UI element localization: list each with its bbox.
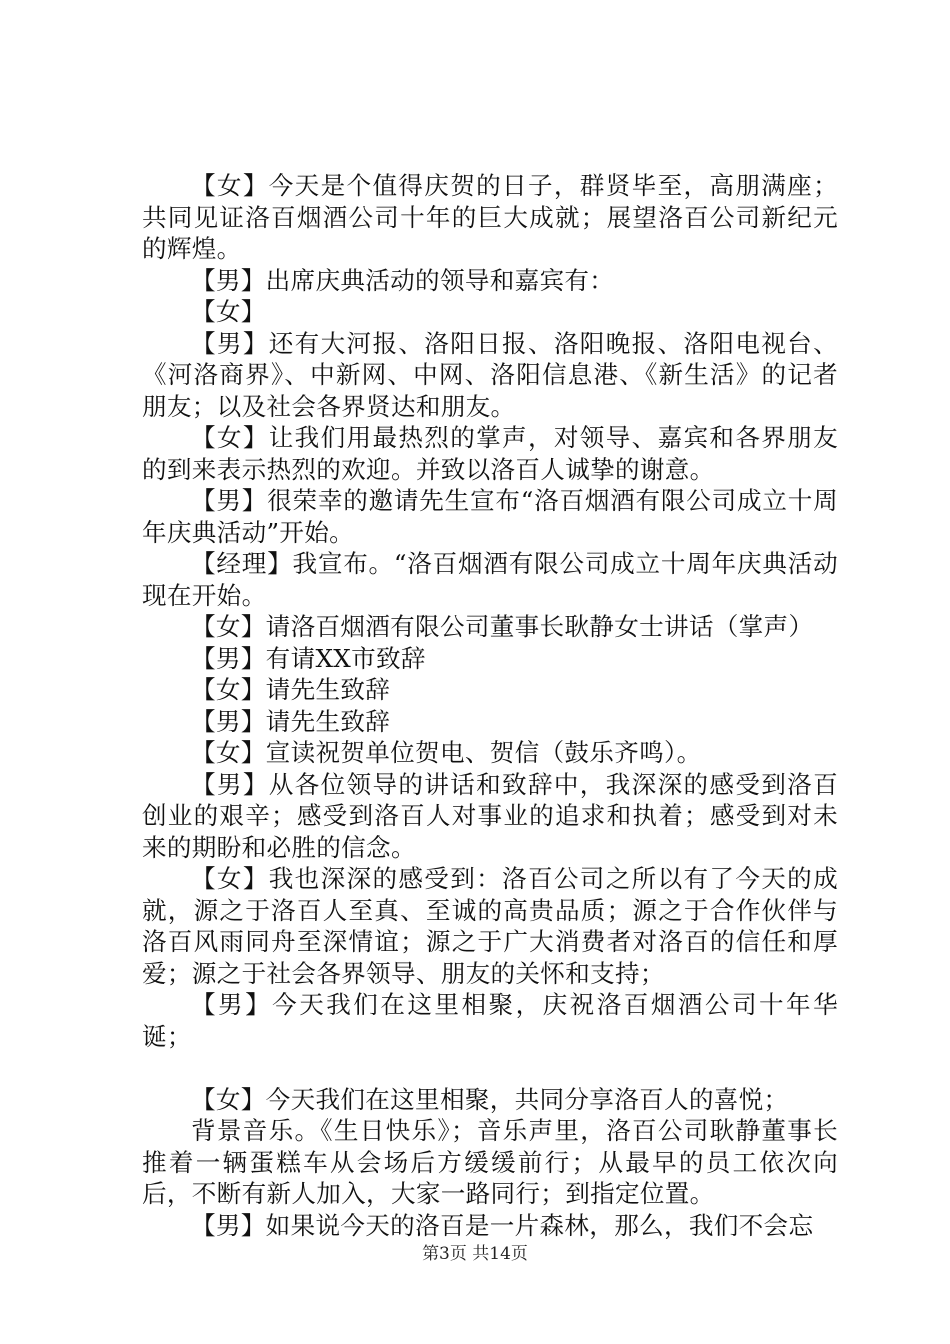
paragraph: 【女】今天我们在这里相聚，共同分享洛百人的喜悦； xyxy=(191,1084,789,1114)
paragraph: 【女】请洛百烟酒有限公司董事长耿静女士讲话（掌声） xyxy=(191,612,814,641)
paragraph: 【女】让我们用最热烈的掌声，对领导、嘉宾和各界朋友的到来表示热烈的欢迎。并致以洛百人诚挚的谢意。 xyxy=(142,423,838,484)
paragraph: 【经理】我宣布。“洛百烟酒有限公司成立十周年庆典活动现在开始。 xyxy=(142,549,838,610)
paragraph: 【男】还有大河报、洛阳日报、洛阳晚报、洛阳电视台、《河洛商界》、中新网、中网、洛阳信息港、《新生活》的记者朋友；以及社会各界贤达和朋友。 xyxy=(142,328,838,421)
paragraph: 【男】很荣幸的邀请先生宣布“洛百烟酒有限公司成立十周年庆典活动”开始。 xyxy=(142,486,838,547)
paragraph: 背景音乐。《生日快乐》；音乐声里，洛百公司耿静董事长推着一辆蛋糕车从会场后方缓缓前行；从最早的员工依次向后，不断有新人加入，大家一路同行；到指定位置。 xyxy=(142,1116,838,1208)
paragraph: 【男】请先生致辞 xyxy=(191,706,391,736)
paragraph-spacer xyxy=(142,1052,838,1084)
paragraph: 【女】今天是个值得庆贺的日子，群贤毕至，高朋满座；共同见证洛百烟酒公司十年的巨大成就；展望洛百公司新纪元的辉煌。 xyxy=(142,171,838,263)
paragraph: 【女】请先生致辞 xyxy=(191,675,391,704)
document-body xyxy=(142,170,838,1241)
paragraph: 【女】 xyxy=(191,297,266,326)
page-number-label: 第3页 共14页 xyxy=(422,1244,528,1264)
paragraph: 【男】从各位领导的讲话和致辞中，我深深的感受到洛百创业的艰辛；感受到洛百人对事业的追求和执着；感受到对未来的期盼和必胜的信念。 xyxy=(142,769,838,862)
page-footer xyxy=(0,1243,950,1265)
paragraph: 【女】宣读祝贺单位贺电、贺信（鼓乐齐鸣）。 xyxy=(191,738,702,767)
paragraph: 【女】我也深深的感受到：洛百公司之所以有了今天的成就，源之于洛百人至真、至诚的高贵品质；源之于合作伙伴与洛百风雨同舟至深情谊；源之于广大消费者对洛百的信任和厚爱；源之于社会各界领导、朋友的关怀和支持； xyxy=(142,864,838,988)
paragraph: 【男】出席庆典活动的领导和嘉宾有： xyxy=(191,265,615,295)
paragraph: 【男】有请XX市致辞 xyxy=(191,643,426,673)
paragraph: 【男】如果说今天的洛百是一片森林，那么，我们不会忘 xyxy=(191,1210,814,1240)
paragraph: 【男】今天我们在这里相聚，庆祝洛百烟酒公司十年华诞； xyxy=(142,990,838,1051)
